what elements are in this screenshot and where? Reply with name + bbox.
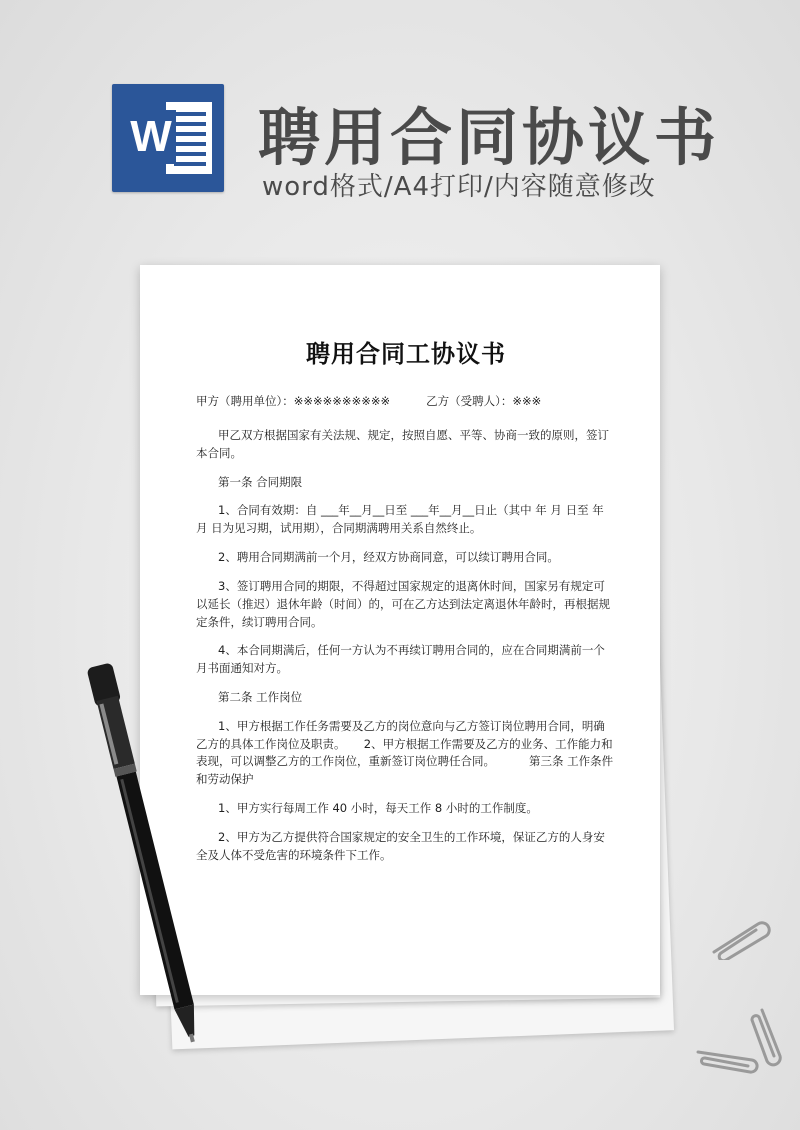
article-1-clause-4: 4、本合同期满后，任何一方认为不再续订聘用合同的，应在合同期满前一个月书面通知对方。 bbox=[196, 643, 605, 676]
party-b: 乙方（受聘人）：※※※ bbox=[426, 394, 542, 409]
article-1-clause-1: 1、合同有效期：自 ___年__月__日至 ___年__月__日止（其中 年 月 日至 年 月 日为见习期，试用期），合同期满聘用关系自然终止。 bbox=[196, 503, 604, 536]
document-body bbox=[196, 326, 616, 875]
article-3-clause-2: 2、甲方为乙方提供符合国家规定的安全卫生的工作环境，保证乙方的人身安全及人体不受危害的环境条件下工作。 bbox=[196, 829, 605, 862]
intro-paragraph: 甲乙双方根据国家有关法规、规定，按照自愿、平等、协商一致的原则，签订本合同。 bbox=[196, 428, 609, 460]
article-2-clause-2: 2、甲方根据工作需要及乙方的业务、工作能力和表现，可以调整乙方的工作岗位，重新签订岗位聘任合同。 bbox=[196, 736, 613, 769]
article-1-heading: 第一条 合同期限 bbox=[218, 474, 303, 489]
pen-icon bbox=[74, 650, 214, 1050]
document-title: 聘用合同工协议书 bbox=[306, 340, 506, 368]
article-1-clause-2: 2、聘用合同期满前一个月，经双方协商同意，可以续订聘用合同。 bbox=[218, 550, 559, 565]
article-1-clause-3: 3、签订聘用合同的期限，不得超过国家规定的退离休时间，国家另有规定可以延长（推迟）退休年龄（时间）的，可在乙方达到法定离退休年龄时，再根据规定条件，续订聘用合同。 bbox=[196, 578, 610, 629]
party-line bbox=[196, 393, 616, 411]
article-2-clauses bbox=[196, 718, 616, 789]
word-document-icon bbox=[112, 84, 224, 192]
article-3-heading: 第三条 工作条件和劳动保护 bbox=[196, 754, 614, 787]
article-2-clause-1: 1、甲方根据工作任务需要及乙方的岗位意向与乙方签订岗位聘用合同，明确乙方的具体工作岗位及职责。 bbox=[196, 718, 605, 751]
paper-clip-icon bbox=[706, 916, 776, 960]
page-subtitle: word格式/A4打印/内容随意修改 bbox=[262, 172, 656, 202]
page-title: 聘用合同协议书 bbox=[258, 101, 721, 174]
article-2-heading: 第二条 工作岗位 bbox=[218, 689, 303, 704]
word-letter: W bbox=[126, 110, 176, 164]
party-a: 甲方（聘用单位）：※※※※※※※※※※ bbox=[196, 394, 391, 409]
article-3-clause-1: 1、甲方实行每周工作 40 小时，每天工作 8 小时的工作制度。 bbox=[218, 801, 538, 815]
paper-clip-icon bbox=[692, 1006, 792, 1076]
